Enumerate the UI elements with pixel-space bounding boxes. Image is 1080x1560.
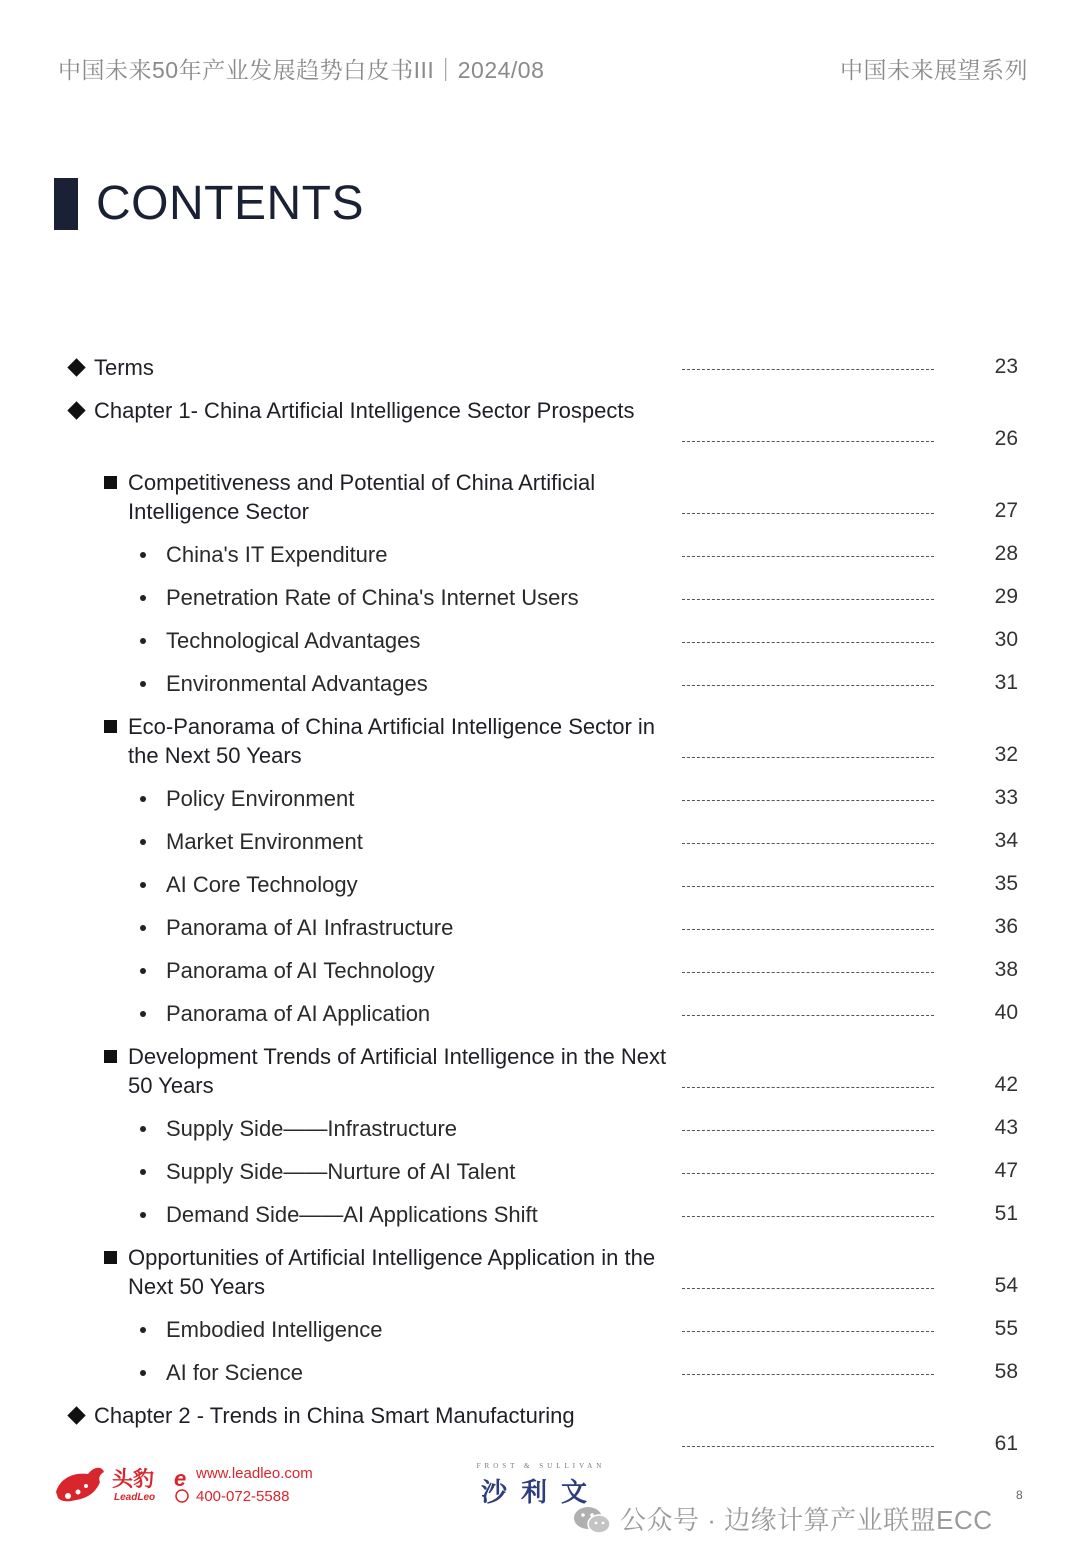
toc-entry[interactable] — [0, 1200, 1080, 1229]
frost-sullivan-en: FROST & SULLIVAN — [476, 1462, 606, 1470]
toc-page-number: 30 — [994, 628, 1018, 651]
toc-entry[interactable] — [0, 999, 1080, 1028]
diamond-bullet-icon — [67, 1406, 85, 1424]
toc-page-number: 35 — [994, 872, 1018, 895]
toc-entry[interactable] — [0, 1401, 1080, 1459]
toc-entry[interactable] — [0, 540, 1080, 569]
square-bullet-icon — [104, 476, 117, 489]
series-title: 中国未来展望系列 — [840, 57, 1028, 83]
report-title: 中国未来50年产业发展趋势白皮书III｜2024/08 — [58, 57, 545, 83]
page-title: CONTENTS — [96, 177, 364, 230]
toc-entry-label: AI for Science — [166, 1360, 303, 1385]
title-accent-bar — [54, 178, 78, 230]
dotted-leader — [682, 599, 934, 600]
toc-page-number: 42 — [994, 1073, 1018, 1096]
toc-entry-label: China's IT Expenditure — [166, 542, 388, 567]
leadleo-logo — [54, 1462, 334, 1514]
toc-entry[interactable] — [0, 1315, 1080, 1344]
toc-entry[interactable] — [0, 1157, 1080, 1186]
toc-entry[interactable] — [0, 626, 1080, 655]
toc-entry[interactable] — [0, 827, 1080, 856]
toc-entry-label: AI Core Technology — [166, 872, 358, 897]
frost-sullivan-logo — [466, 1462, 616, 1506]
dot-bullet-icon — [140, 681, 146, 687]
dotted-leader — [682, 1288, 934, 1289]
frost-sullivan-cn: 沙利文 — [480, 1477, 601, 1507]
toc-entry[interactable] — [0, 956, 1080, 985]
toc-page-number: 43 — [994, 1116, 1018, 1139]
dotted-leader — [682, 1216, 934, 1217]
toc-entry-label: Terms — [94, 355, 154, 380]
toc-entry-label: Environmental Advantages — [166, 671, 428, 696]
toc-page-number: 54 — [994, 1274, 1018, 1297]
leadleo-leopard-icon — [54, 1462, 334, 1514]
toc-entry-label: Penetration Rate of China's Internet Users — [166, 585, 579, 610]
toc-page-number: 32 — [994, 743, 1018, 766]
toc-entry[interactable] — [0, 784, 1080, 813]
dot-bullet-icon — [140, 595, 146, 601]
diamond-bullet-icon — [67, 358, 85, 376]
toc-page-number: 28 — [994, 542, 1018, 565]
dot-bullet-icon — [140, 1370, 146, 1376]
toc-page-number: 36 — [994, 915, 1018, 938]
toc-page-number: 61 — [994, 1432, 1018, 1455]
toc-entry[interactable] — [0, 353, 1080, 382]
toc-page-number: 47 — [994, 1159, 1018, 1182]
dotted-leader — [682, 1015, 934, 1016]
toc-entry-label: Supply Side——Infrastructure — [166, 1116, 458, 1141]
diamond-bullet-icon — [67, 401, 85, 419]
dotted-leader — [682, 757, 934, 758]
toc-entry[interactable] — [0, 913, 1080, 942]
watermark-text: 公众号 · 边缘计算产业联盟ECC — [620, 1505, 993, 1535]
dotted-leader — [682, 886, 934, 887]
toc-page-number: 23 — [994, 355, 1018, 378]
toc-page-number: 27 — [994, 499, 1018, 522]
toc-entry-label: Policy Environment — [166, 786, 355, 811]
toc-entry[interactable] — [0, 468, 1080, 526]
toc-page-number: 38 — [994, 958, 1018, 981]
toc-entry-label: Market Environment — [166, 829, 363, 854]
dotted-leader — [682, 1374, 934, 1375]
dotted-leader — [682, 1446, 934, 1447]
dotted-leader — [682, 929, 934, 930]
toc-entry[interactable] — [0, 669, 1080, 698]
dotted-leader — [682, 642, 934, 643]
toc-entry[interactable] — [0, 583, 1080, 612]
dotted-leader — [682, 1087, 934, 1088]
toc-page-number: 40 — [994, 1001, 1018, 1024]
phone-icon — [176, 1490, 188, 1502]
dotted-leader — [682, 1130, 934, 1131]
toc-entry-label: Chapter 2 - Trends in China Smart Manufacturing — [94, 1403, 575, 1428]
toc-entry-label: Embodied Intelligence — [166, 1317, 383, 1342]
page-header — [58, 52, 1028, 88]
toc-page-number: 31 — [994, 671, 1018, 694]
dotted-leader — [682, 1173, 934, 1174]
dotted-leader — [682, 843, 934, 844]
dot-bullet-icon — [140, 839, 146, 845]
svg-text:e: e — [174, 1466, 187, 1491]
dot-bullet-icon — [140, 1126, 146, 1132]
toc-entry-label: Supply Side——Nurture of AI Talent — [166, 1159, 516, 1184]
dotted-leader — [682, 685, 934, 686]
dotted-leader — [682, 972, 934, 973]
toc-page-number: 51 — [994, 1202, 1018, 1225]
square-bullet-icon — [104, 720, 117, 733]
toc-entry[interactable] — [0, 712, 1080, 770]
square-bullet-icon — [104, 1251, 117, 1264]
dotted-leader — [682, 800, 934, 801]
leadleo-cn: 头豹 — [112, 1467, 154, 1491]
dot-bullet-icon — [140, 1212, 146, 1218]
toc-page-number: 33 — [994, 786, 1018, 809]
dotted-leader — [682, 441, 934, 442]
toc-page-number: 26 — [994, 427, 1018, 450]
dotted-leader — [682, 556, 934, 557]
dot-bullet-icon — [140, 552, 146, 558]
website-link[interactable]: www.leadleo.com — [196, 1465, 313, 1482]
toc-entry-label: Chapter 1- China Artificial Intelligence Sector Prospects — [94, 398, 635, 423]
toc-entry[interactable] — [0, 1042, 1080, 1100]
toc-entry-label: Panorama of AI Infrastructure — [166, 915, 454, 940]
toc-entry[interactable] — [0, 1243, 1080, 1301]
toc-entry-label: Opportunities of Artificial Intelligence Application in the Next 50 Years — [128, 1245, 656, 1299]
toc-entry-label: Competitiveness and Potential of China Artificial Intelligence Sector — [128, 470, 596, 524]
phone-number: 400-072-5588 — [196, 1488, 290, 1505]
dot-bullet-icon — [140, 882, 146, 888]
dot-bullet-icon — [140, 1327, 146, 1333]
toc-entry[interactable] — [0, 1114, 1080, 1143]
toc-entry-label: Panorama of AI Technology — [166, 958, 435, 983]
toc-page-number: 29 — [994, 585, 1018, 608]
dotted-leader — [682, 513, 934, 514]
toc-entry[interactable] — [0, 1358, 1080, 1387]
dot-bullet-icon — [140, 796, 146, 802]
leadleo-en: LeadLeo — [114, 1492, 156, 1503]
toc-entry-label: Panorama of AI Application — [166, 1001, 431, 1026]
toc-entry-label: Demand Side——AI Applications Shift — [166, 1202, 538, 1227]
page-number: 8 — [1016, 1488, 1023, 1502]
square-bullet-icon — [104, 1050, 117, 1063]
toc-page-number: 55 — [994, 1317, 1018, 1340]
dot-bullet-icon — [140, 925, 146, 931]
toc-page-number: 34 — [994, 829, 1018, 852]
dotted-leader — [682, 1331, 934, 1332]
dot-bullet-icon — [140, 968, 146, 974]
toc-entry-label: Development Trends of Artificial Intelligence in the Next 50 Years — [128, 1044, 667, 1098]
toc-entry[interactable] — [0, 870, 1080, 899]
dot-bullet-icon — [140, 1011, 146, 1017]
toc-entry-label: Eco-Panorama of China Artificial Intelligence Sector in the Next 50 Years — [128, 714, 656, 768]
toc-entry[interactable] — [0, 396, 1080, 454]
wechat-icon — [572, 1504, 612, 1536]
dotted-leader — [682, 369, 934, 370]
dot-bullet-icon — [140, 638, 146, 644]
toc-entry-label: Technological Advantages — [166, 628, 421, 653]
dot-bullet-icon — [140, 1169, 146, 1175]
toc-page-number: 58 — [994, 1360, 1018, 1383]
